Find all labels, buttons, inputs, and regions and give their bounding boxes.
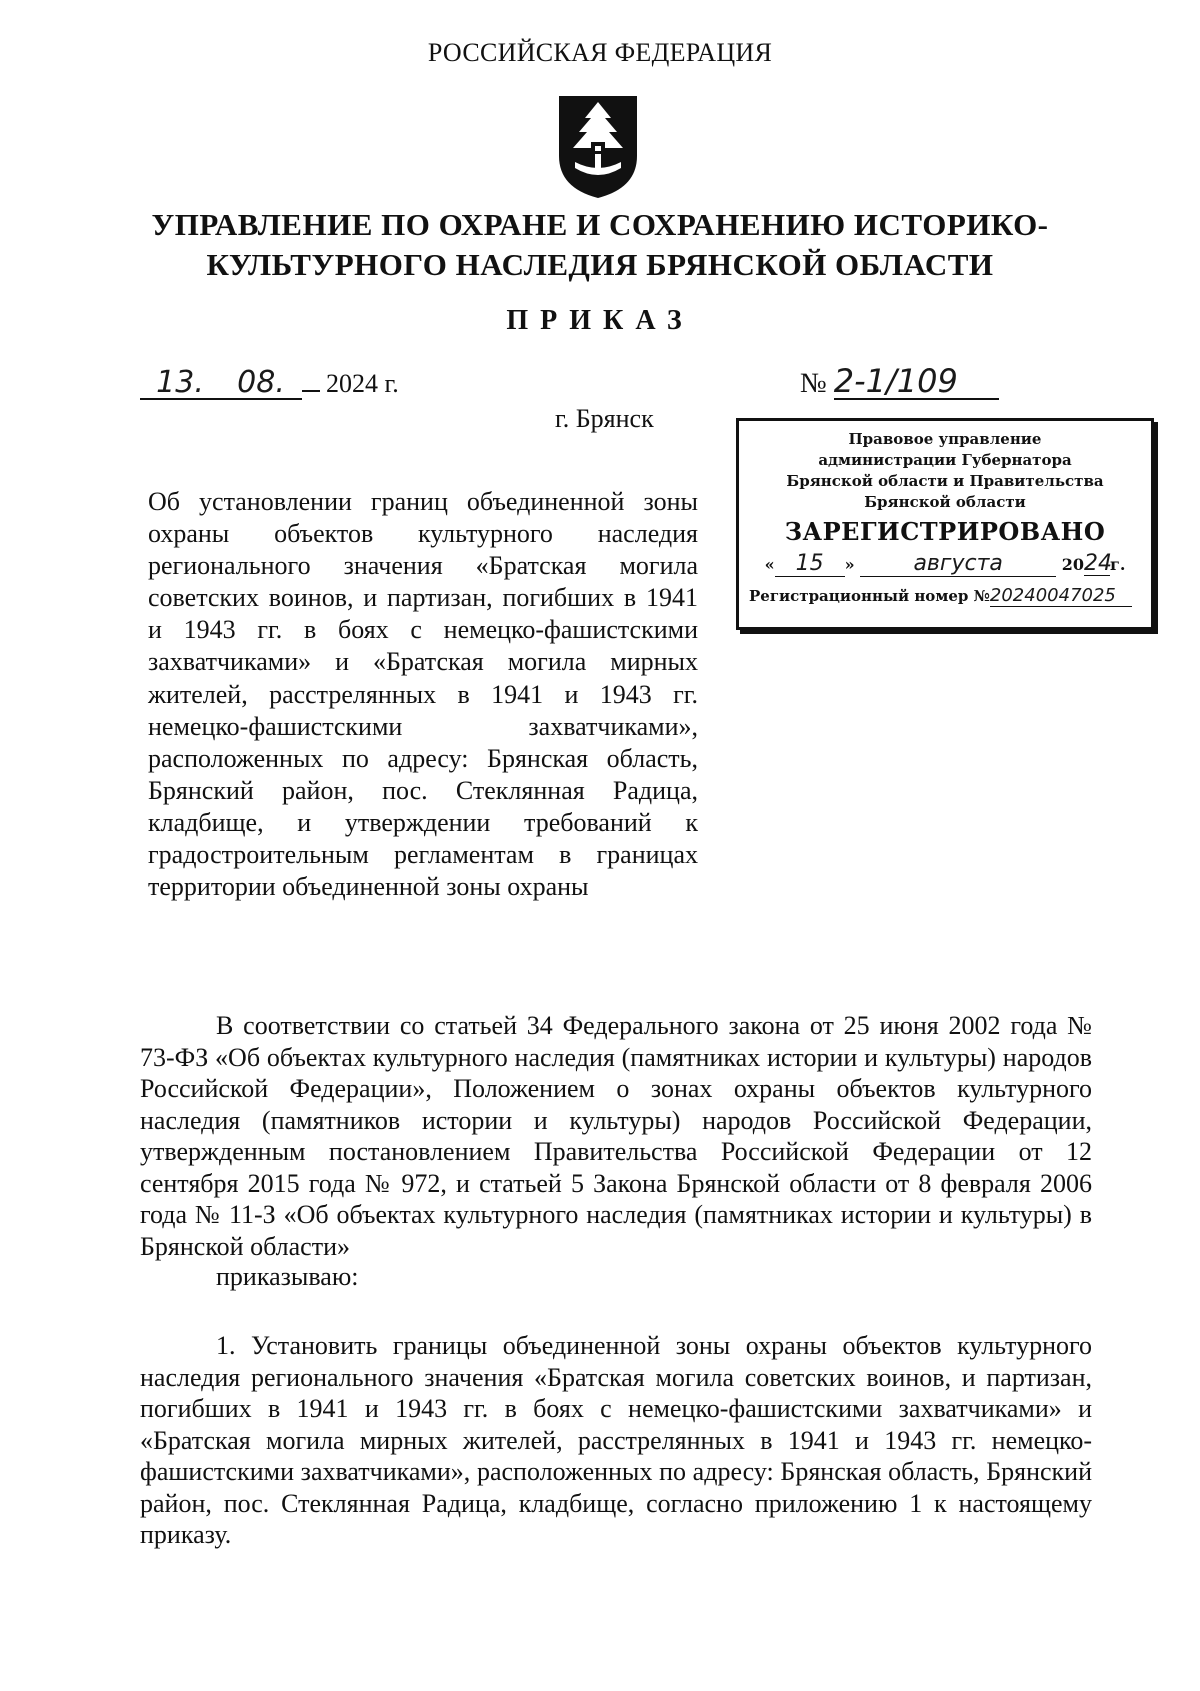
order-date-month: 08. — [220, 368, 302, 400]
order-date — [140, 365, 399, 400]
order-item-1: 1. Установить границы объединенной зоны охраны объектов культурного наследия регионального значения «Братская могила советских воинов, и партизан, погибших в 1941 и 1943 гг. в боях с немецко-фашистскими захватчиками» и «Братская могила мирных жителей, расстрелянных в 1941 и 1943 гг. немецко-фашистскими захватчиками», расположенных по адресу: Брянская область, Брянский район, пос. Стеклянная Радица, кладбище, согласно приложению 1 к настоящему приказу. — [140, 1331, 1092, 1549]
organization-name-line-2: КУЛЬТУРНОГО НАСЛЕДИЯ БРЯНСКОЙ ОБЛАСТИ — [206, 247, 994, 282]
stamp-line-1: Правовое управление — [848, 430, 1042, 448]
order-number-value: 2-1/109 — [834, 364, 999, 400]
stamp-line-4: Брянской области — [864, 493, 1026, 511]
order-number-label: № — [800, 368, 827, 399]
stamp-year-prefix: 20 — [1061, 555, 1085, 574]
stamp-regnum-value: 20240047025 — [990, 585, 1132, 607]
country-heading: РОССИЙСКАЯ ФЕДЕРАЦИЯ — [427, 38, 773, 67]
stamp-month: августа — [860, 552, 1056, 577]
stamp-registration-number — [739, 585, 1151, 607]
stamp-line-3: Брянской области и Правительства — [786, 472, 1104, 490]
stamp-quote-close: » — [844, 555, 855, 574]
order-subject: Об установлении границ объединенной зоны охраны объектов культурного наследия регионального значения «Братская могила советских воинов, и партизан, погибших в 1941 и 1943 гг. в боях с немецко-фашистскими захватчиками» и «Братская могила мирных жителей, расстрелянных в 1941 и 1943 гг. немецко-фашистскими захватчиками», расположенных по адресу: Брянская область, Брянский район, пос. Стеклянная Радица, кладбище, и утверждении требований к градостроительным регламентам в границах территории объединенной зоны охраны — [148, 487, 698, 902]
registration-stamp — [736, 418, 1154, 630]
preamble-paragraph: В соответствии со статьей 34 Федерального закона от 25 июня 2002 года № 73-ФЗ «Об объектах культурного наследия (памятниках истории и культуры) народов Российской Федерации», Положением о зонах охраны объектов культурного наследия (памятников истории и культуры) народов Российской Федерации, утвержденным постановлением Правительства Российской Федерации от 12 сентября 2015 года № 972, и статьей 5 Закона Брянской области от 8 февраля 2006 года № 11-З «Об объектах культурного наследия (памятниках истории и культуры) в Брянской области» — [140, 1011, 1092, 1261]
order-number — [800, 364, 999, 400]
stamp-quote-open: « — [764, 555, 775, 574]
order-date-underline — [302, 390, 320, 392]
coat-of-arms-icon — [555, 92, 641, 202]
organization-name-line-1: УПРАВЛЕНИЕ ПО ОХРАНЕ И СОХРАНЕНИЮ ИСТОРИКО- — [151, 207, 1049, 242]
order-date-year: 2024 г. — [326, 369, 399, 398]
order-date-day: 13. — [140, 368, 220, 400]
stamp-date — [739, 552, 1151, 577]
order-city: г. Брянск — [555, 404, 654, 433]
stamp-registered: ЗАРЕГИСТРИРОВАНО — [784, 517, 1106, 546]
stamp-year-g: г. — [1110, 555, 1126, 574]
stamp-regnum-label: Регистрационный номер № — [749, 587, 990, 605]
organization-name — [100, 205, 1100, 285]
stamp-day: 15 — [775, 552, 845, 577]
stamp-year-suffix: 24 — [1084, 551, 1113, 576]
document-type-title: ПРИКАЗ — [506, 305, 694, 336]
order-word: приказываю: — [216, 1262, 359, 1291]
stamp-line-2: администрации Губернатора — [818, 451, 1072, 469]
